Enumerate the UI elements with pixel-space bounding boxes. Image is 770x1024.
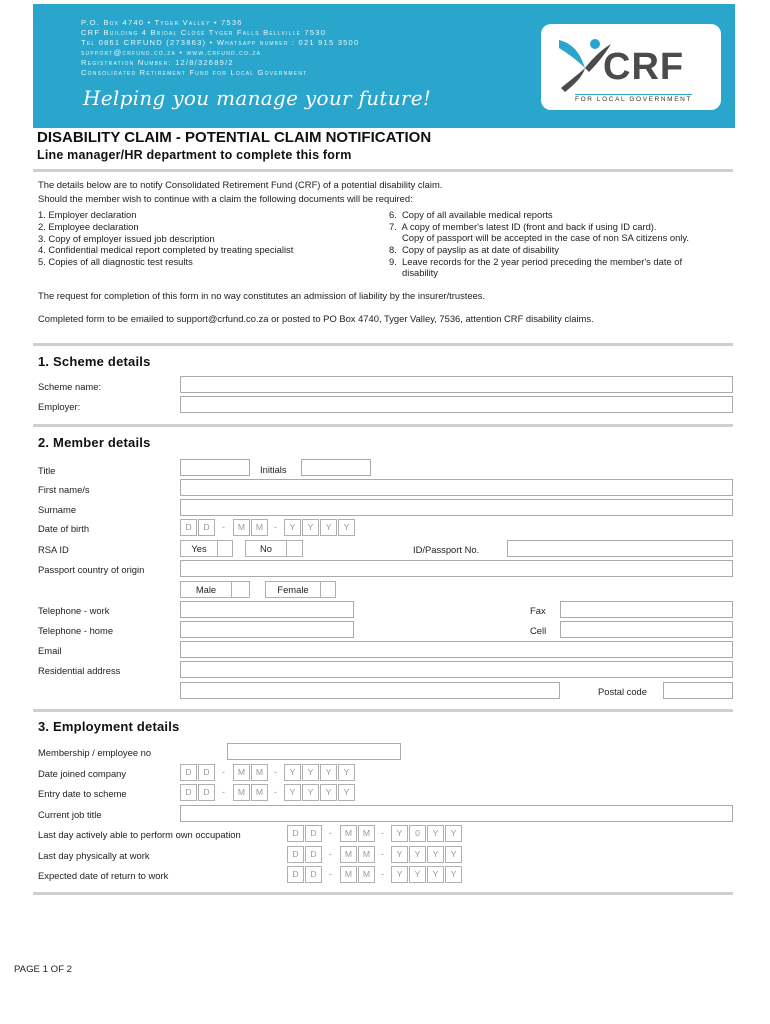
- month-digit-box[interactable]: M: [251, 784, 268, 801]
- month-digit-box[interactable]: M: [251, 519, 268, 536]
- year-digit-box[interactable]: Y: [302, 519, 319, 536]
- header-address-line: P.O. Box 4740 • Tyger Valley • 7536: [81, 18, 243, 27]
- date-separator: -: [381, 869, 384, 879]
- checkbox-divider: [231, 582, 232, 597]
- header-fund-name-line: Consolidated Retirement Fund for Local Government: [81, 68, 308, 77]
- job-title-label: Current job title: [38, 809, 102, 820]
- month-digit-box[interactable]: M: [358, 825, 375, 842]
- year-digit-box[interactable]: Y: [391, 825, 408, 842]
- tel-work-input[interactable]: [180, 601, 354, 618]
- doc-list-item: 4. Confidential medical report completed by treating specialist: [38, 244, 294, 255]
- day-digit-box[interactable]: D: [305, 846, 322, 863]
- month-digit-box[interactable]: M: [340, 846, 357, 863]
- crf-logo-text: CRF: [603, 46, 685, 88]
- membership-no-input[interactable]: [227, 743, 401, 760]
- date-separator: -: [274, 787, 277, 797]
- date-separator: -: [329, 849, 332, 859]
- gender-female-option[interactable]: [265, 581, 336, 598]
- entry-date-label: Entry date to scheme: [38, 788, 127, 799]
- gender-male-option[interactable]: [180, 581, 250, 598]
- year-digit-box[interactable]: Y: [427, 846, 444, 863]
- doc-list-item: 5. Copies of all diagnostic test results: [38, 256, 193, 267]
- scheme-name-label: Scheme name:: [38, 381, 102, 392]
- tel-home-label: Telephone - home: [38, 625, 114, 636]
- no-label: No: [260, 543, 272, 554]
- header-phone-line: Tel 0861 CRFUND (273863) • Whatsapp number : 021 915 3500: [81, 38, 360, 47]
- month-digit-box[interactable]: M: [233, 764, 250, 781]
- header-banner: [33, 4, 735, 128]
- job-title-input[interactable]: [180, 805, 733, 822]
- last-day-physical-input[interactable]: [287, 846, 467, 863]
- cell-input[interactable]: [560, 621, 733, 638]
- address-input-line-1[interactable]: [180, 661, 733, 678]
- title-input[interactable]: [180, 459, 250, 476]
- month-digit-box[interactable]: M: [233, 784, 250, 801]
- day-digit-box[interactable]: D: [198, 519, 215, 536]
- checkbox-divider: [320, 582, 321, 597]
- day-digit-box[interactable]: D: [305, 866, 322, 883]
- date-separator: -: [381, 849, 384, 859]
- expected-return-input[interactable]: [287, 866, 467, 883]
- date-separator: -: [222, 767, 225, 777]
- year-digit-box[interactable]: Y: [427, 825, 444, 842]
- section-divider: [33, 892, 733, 895]
- day-digit-box[interactable]: D: [198, 764, 215, 781]
- email-label: Email: [38, 645, 62, 656]
- year-digit-box[interactable]: Y: [391, 866, 408, 883]
- employment-section-title: 3. Employment details: [38, 719, 180, 734]
- form-subtitle: Line manager/HR department to complete this form: [37, 148, 352, 162]
- surname-label: Surname: [38, 504, 77, 515]
- form-title: DISABILITY CLAIM - POTENTIAL CLAIM NOTIFICATION: [37, 129, 432, 146]
- dob-date-input[interactable]: [180, 519, 360, 536]
- checkbox-divider: [286, 541, 287, 556]
- year-digit-box[interactable]: Y: [284, 784, 301, 801]
- scheme-name-input[interactable]: [180, 376, 733, 393]
- doc-list-item: 3. Copy of employer issued job description: [38, 233, 215, 244]
- day-digit-box[interactable]: D: [180, 519, 197, 536]
- date-separator: -: [381, 828, 384, 838]
- day-digit-box[interactable]: D: [198, 784, 215, 801]
- doc-list-item: 2. Employee declaration: [38, 221, 139, 232]
- passport-country-input[interactable]: [180, 560, 733, 577]
- intro-text-1: The details below are to notify Consolidated Retirement Fund (CRF) of a potential disability claim.: [38, 179, 443, 190]
- year-digit-box[interactable]: 0: [409, 825, 426, 842]
- year-digit-box[interactable]: Y: [284, 764, 301, 781]
- last-day-own-occupation-input[interactable]: [287, 825, 467, 842]
- member-section-title: 2. Member details: [38, 435, 151, 450]
- doc-list-item: 1. Employer declaration: [38, 209, 137, 220]
- initials-label: Initials: [260, 464, 287, 475]
- year-digit-box[interactable]: Y: [320, 764, 337, 781]
- scheme-section-title: 1. Scheme details: [38, 354, 151, 369]
- header-tagline: Helping you manage your future!: [83, 86, 432, 110]
- day-digit-box[interactable]: D: [287, 866, 304, 883]
- header-web-line: support@crfund.co.za • www.crfund.co.za: [81, 48, 262, 57]
- dob-label: Date of birth: [38, 523, 90, 534]
- doc-list-item: 7. A copy of member's latest ID (front and back if using ID card).: [389, 221, 657, 232]
- month-digit-box[interactable]: M: [251, 764, 268, 781]
- expected-return-label: Expected date of return to work: [38, 870, 169, 881]
- doc-list-item: 8. Copy of payslip as at date of disability: [389, 244, 559, 255]
- postal-code-label: Postal code: [598, 686, 647, 697]
- section-divider: [33, 424, 733, 427]
- title-label: Title: [38, 465, 56, 476]
- passport-country-label: Passport country of origin: [38, 564, 145, 575]
- day-digit-box[interactable]: D: [287, 825, 304, 842]
- year-digit-box[interactable]: Y: [445, 846, 462, 863]
- checkbox-divider: [217, 541, 218, 556]
- surname-input[interactable]: [180, 499, 733, 516]
- id-passport-input[interactable]: [507, 540, 733, 557]
- rsa-id-yes-option[interactable]: [180, 540, 233, 557]
- doc-list-item: Copy of passport will be accepted in the case of non SA citizens only.: [389, 232, 689, 243]
- employer-input[interactable]: [180, 396, 733, 413]
- date-separator: -: [222, 522, 225, 532]
- section-divider: [33, 709, 733, 712]
- initials-input[interactable]: [301, 459, 371, 476]
- year-digit-box[interactable]: Y: [338, 764, 355, 781]
- doc-list-item: 9. Leave records for the 2 year period preceding the member's date of: [389, 256, 683, 267]
- year-digit-box[interactable]: Y: [320, 519, 337, 536]
- cell-label: Cell: [530, 625, 547, 636]
- doc-list-item: disability: [389, 267, 438, 278]
- date-separator: -: [274, 767, 277, 777]
- crf-logo-subtitle: FOR LOCAL GOVERNMENT: [575, 96, 692, 103]
- date-separator: -: [274, 522, 277, 532]
- crf-logo: [541, 24, 721, 110]
- date-separator: -: [329, 869, 332, 879]
- year-digit-box[interactable]: Y: [338, 784, 355, 801]
- rsa-id-label: RSA ID: [38, 544, 69, 555]
- entry-date-input[interactable]: [180, 784, 360, 801]
- yes-label: Yes: [191, 543, 207, 554]
- postal-code-input[interactable]: [663, 682, 733, 699]
- year-digit-box[interactable]: Y: [445, 825, 462, 842]
- id-passport-label: ID/Passport No.: [413, 544, 480, 555]
- address-label: Residential address: [38, 665, 121, 676]
- year-digit-box[interactable]: Y: [427, 866, 444, 883]
- date-joined-input[interactable]: [180, 764, 360, 781]
- intro-text-2: Should the member wish to continue with a claim the following documents will be required:: [38, 193, 413, 204]
- address-input-line-2[interactable]: [180, 682, 560, 699]
- month-digit-box[interactable]: M: [340, 866, 357, 883]
- header-registration-line: Registration Number: 12/8/32689/2: [81, 58, 234, 67]
- year-digit-box[interactable]: Y: [445, 866, 462, 883]
- year-digit-box[interactable]: Y: [302, 764, 319, 781]
- year-digit-box[interactable]: Y: [409, 866, 426, 883]
- employer-label: Employer:: [38, 401, 81, 412]
- date-joined-label: Date joined company: [38, 768, 127, 779]
- day-digit-box[interactable]: D: [287, 846, 304, 863]
- day-digit-box[interactable]: D: [180, 764, 197, 781]
- month-digit-box[interactable]: M: [340, 825, 357, 842]
- year-digit-box[interactable]: Y: [391, 846, 408, 863]
- tel-home-input[interactable]: [180, 621, 354, 638]
- header-building-line: CRF Building 4 Bridal Close Tyger Falls Bellville 7530: [81, 28, 327, 37]
- submit-instructions: Completed form to be emailed to support@crfund.co.za or posted to PO Box 4740, Tyger Valley, 7536, attention CRF disability claims.: [38, 313, 594, 324]
- year-digit-box[interactable]: Y: [409, 846, 426, 863]
- day-digit-box[interactable]: D: [305, 825, 322, 842]
- page-number: PAGE 1 OF 2: [14, 964, 72, 975]
- date-separator: -: [329, 828, 332, 838]
- membership-no-label: Membership / employee no: [38, 747, 152, 758]
- fax-input[interactable]: [560, 601, 733, 618]
- first-names-label: First name/s: [38, 484, 90, 495]
- male-label: Male: [195, 584, 217, 595]
- fax-label: Fax: [530, 605, 546, 616]
- year-digit-box[interactable]: Y: [320, 784, 337, 801]
- last-day-physical-label: Last day physically at work: [38, 850, 150, 861]
- last-day-own-occupation-label: Last day actively able to perform own occupation: [38, 829, 241, 840]
- section-divider: [33, 343, 733, 346]
- divider: [33, 169, 733, 172]
- day-digit-box[interactable]: D: [180, 784, 197, 801]
- date-separator: -: [222, 787, 225, 797]
- month-digit-box[interactable]: M: [233, 519, 250, 536]
- month-digit-box[interactable]: M: [358, 866, 375, 883]
- month-digit-box[interactable]: M: [358, 846, 375, 863]
- doc-list-item: 6. Copy of all available medical reports: [389, 209, 553, 220]
- liability-note: The request for completion of this form in no way constitutes an admission of liability by the insurer/trustees.: [38, 290, 486, 301]
- email-input[interactable]: [180, 641, 733, 658]
- year-digit-box[interactable]: Y: [338, 519, 355, 536]
- year-digit-box[interactable]: Y: [284, 519, 301, 536]
- female-label: Female: [277, 584, 309, 595]
- tel-work-label: Telephone - work: [38, 605, 110, 616]
- rsa-id-no-option[interactable]: [245, 540, 303, 557]
- year-digit-box[interactable]: Y: [302, 784, 319, 801]
- first-names-input[interactable]: [180, 479, 733, 496]
